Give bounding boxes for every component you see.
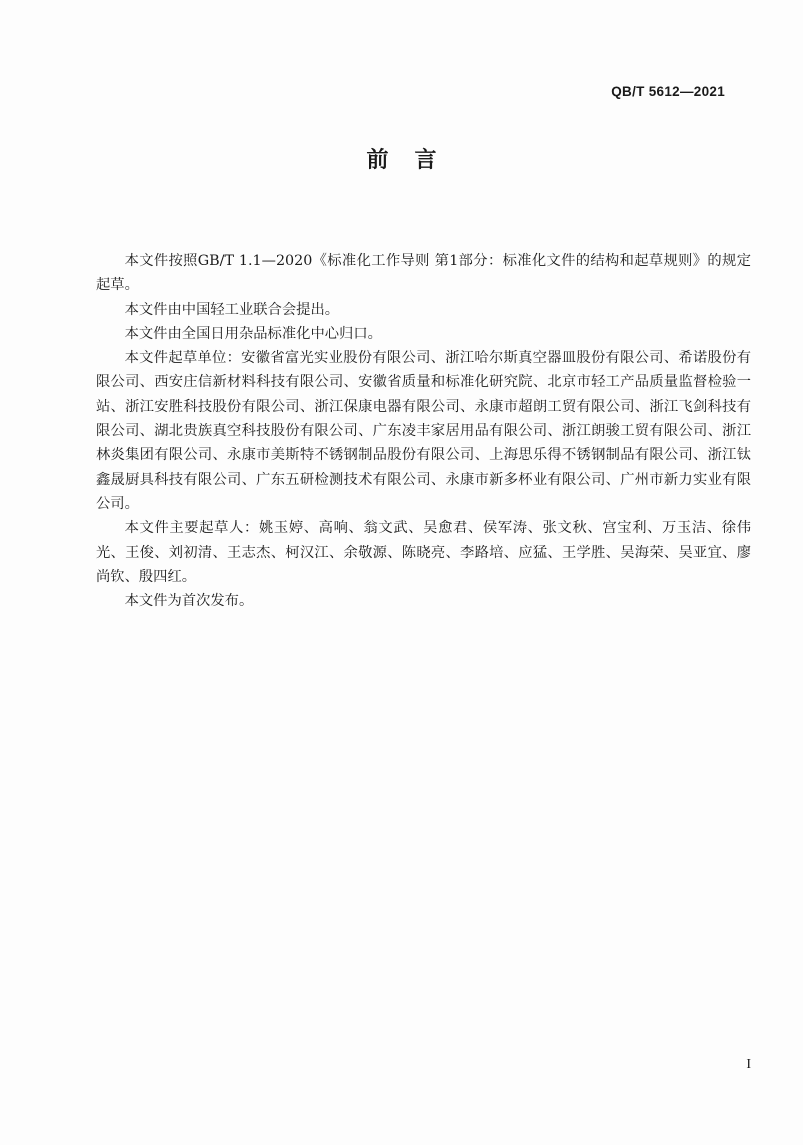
foreword-body <box>96 249 751 613</box>
paragraph-first-release: 本文件为首次发布。 <box>124 593 254 610</box>
page-number: I <box>746 1057 751 1072</box>
paragraph-drafting-rules: 本文件按照GB/T 1.1—2020《标准化工作导则 第1部分：标准化文件的结构和起草规则》的规定起草。 <box>96 253 751 294</box>
paragraph-drafting-units: 本文件起草单位：安徽省富光实业股份有限公司、浙江哈尔斯真空器皿股份有限公司、希诺股份有限公司、西安庄信新材料科技有限公司、安徽省质量和标准化研究院、北京市轻工产品质量监督检验一站、浙江安胜科技股份有限公司、浙江保康电器有限公司、永康市超朗工贸有限公司、浙江飞剑科技有限公司、湖北贵族真空科技股份有限公司、广东凌丰家居用品有限公司、浙江朗骏工贸有限公司、浙江林炎集团有限公司、永康市美斯特不锈钢制品股份有限公司、上海思乐得不锈钢制品有限公司、浙江钛鑫晟厨具科技有限公司、广东五研检测技术有限公司、永康市新多杯业有限公司、广州市新力实业有限公司。 <box>96 350 751 512</box>
standard-number: QB/T 5612—2021 <box>611 84 725 99</box>
paragraph-proposer: 本文件由中国轻工业联合会提出。 <box>124 301 340 318</box>
page-title: 前言 <box>366 148 463 173</box>
paragraph-main-drafters: 本文件主要起草人：姚玉婷、高响、翁文武、吴愈君、侯军涛、张文秋、宫宝利、万玉洁、徐伟光、王俊、刘初清、王志杰、柯汉江、余敬源、陈晓亮、李路培、应猛、王学胜、吴海荣、吴亚宜、廖尚钦、殷四红。 <box>96 520 751 585</box>
paragraph-administrator: 本文件由全国日用杂品标准化中心归口。 <box>124 325 382 342</box>
